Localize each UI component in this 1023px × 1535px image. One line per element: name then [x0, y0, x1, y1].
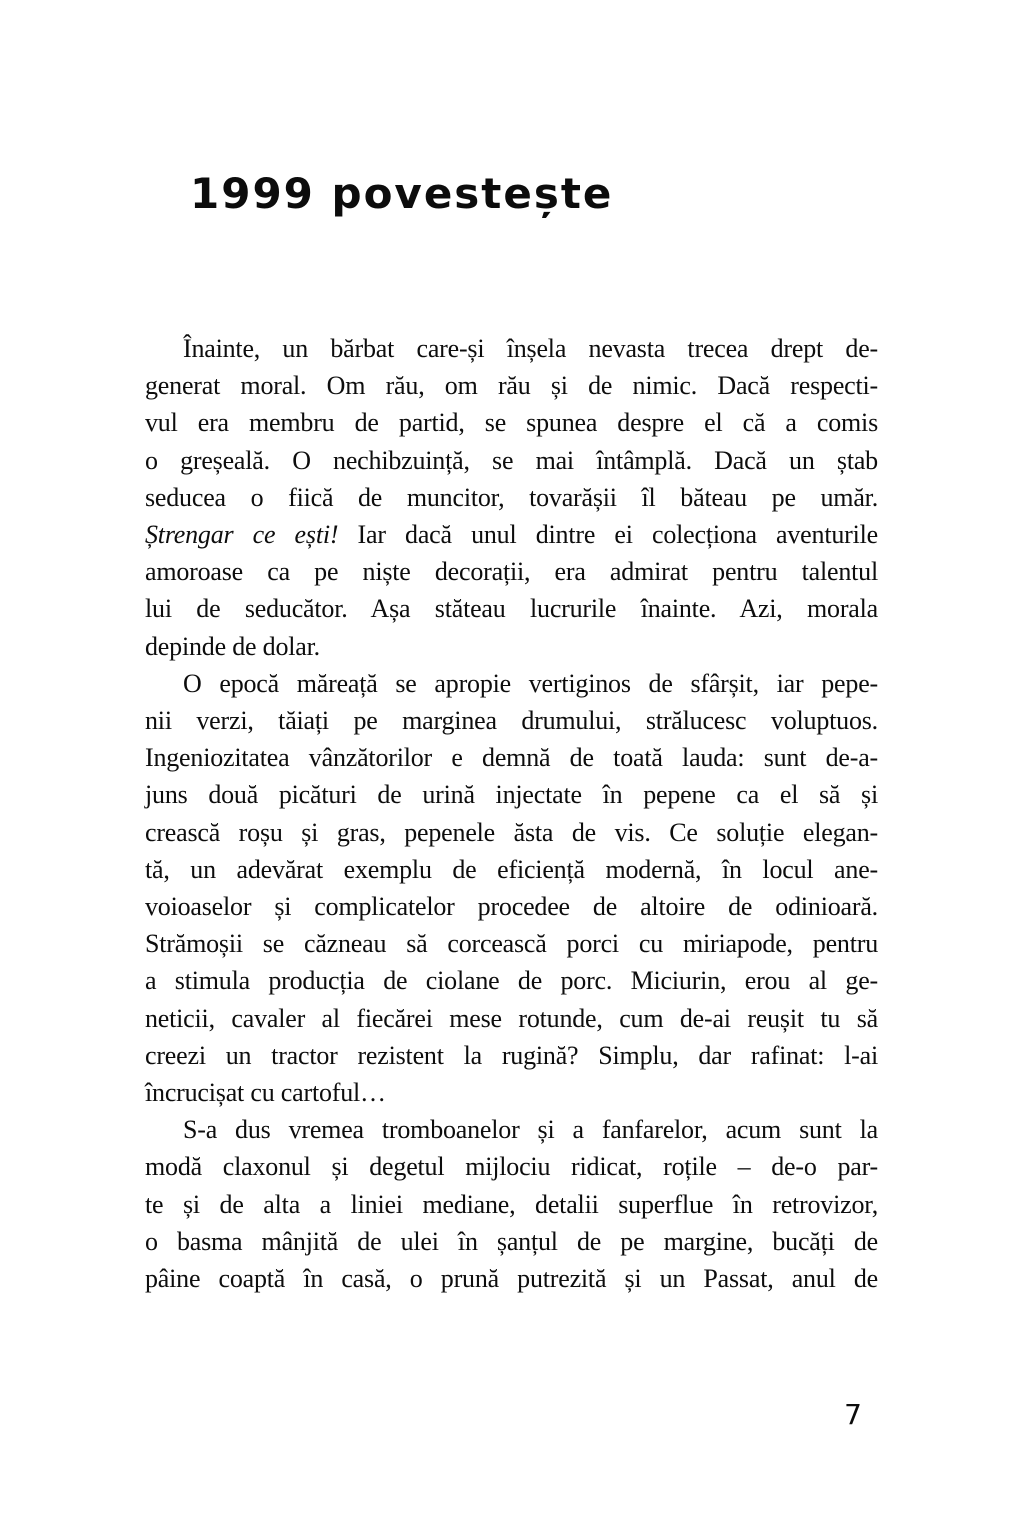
- text-line: [145, 516, 878, 553]
- text-line: [145, 553, 878, 590]
- text-segment: o greșeală. O nechibzuință, se mai întâmplă. Dacă un ștab: [145, 445, 878, 475]
- chapter-title: 1999 povestește: [190, 169, 614, 219]
- text-segment: seducea o fiică de muncitor, tovarășii îl băteau pe umăr.: [145, 482, 878, 512]
- text-line: [145, 628, 878, 665]
- text-segment: o basma mânjită de ulei în șanțul de pe margine, bucăți de: [145, 1226, 878, 1256]
- text-line: [145, 739, 878, 776]
- text-line: [145, 1037, 878, 1074]
- text-segment: încrucișat cu cartoful…: [145, 1078, 386, 1108]
- text-line: [145, 851, 878, 888]
- text-line: [145, 404, 878, 441]
- text-line: [145, 590, 878, 627]
- text-segment: neticii, cavaler al fiecărei mese rotunde, cum de-ai reușit tu să: [145, 1003, 878, 1033]
- text-line: [145, 925, 878, 962]
- text-line: [145, 1000, 878, 1037]
- text-segment: modă claxonul și degetul mijlociu ridicat, roțile – de-o par-: [145, 1152, 878, 1182]
- text-segment: voioaselor și complicatelor procedee de altoire de odinioară.: [145, 892, 878, 922]
- text-segment: depinde de dolar.: [145, 631, 320, 661]
- body-text: [145, 330, 878, 1297]
- text-segment: crească roșu și gras, pepenele ăsta de vis. Ce soluție elegan-: [145, 817, 878, 847]
- text-segment: Iar dacă unul dintre ei colecționa aventurile: [338, 520, 878, 550]
- text-segment: Înainte, un bărbat care-și înșela nevasta trecea drept de-: [183, 334, 878, 363]
- text-segment: vul era membru de partid, se spunea despre el că a comis: [145, 408, 878, 438]
- text-segment: creezi un tractor rezistent la rugină? Simplu, dar rafinat: l-ai: [145, 1040, 878, 1070]
- text-segment: Ingeniozitatea vânzătorilor e demnă de toată lauda: sunt de-a-: [145, 743, 878, 773]
- page-number: 7: [844, 1398, 862, 1431]
- text-segment: lui de seducător. Așa stăteau lucrurile înainte. Azi, morala: [145, 594, 878, 624]
- text-line: [145, 888, 878, 925]
- text-line: [145, 665, 878, 702]
- text-segment: tă, un adevărat exemplu de eficiență modernă, în locul ane-: [145, 854, 878, 884]
- italic-text-segment: Ștrengar ce ești!: [145, 520, 339, 550]
- text-line: [145, 1186, 878, 1223]
- text-line: [145, 1074, 878, 1111]
- text-line: [145, 1260, 878, 1297]
- text-line: [145, 442, 878, 479]
- text-line: [145, 776, 878, 813]
- text-segment: pâine coaptă în casă, o prună putrezită și un Passat, anul de: [145, 1264, 878, 1294]
- text-line: [145, 367, 878, 404]
- text-segment: O epocă măreață se apropie vertiginos de sfârșit, iar pepe-: [183, 668, 878, 698]
- text-segment: a stimula producția de ciolane de porc. Miciurin, erou al ge-: [145, 966, 878, 996]
- text-segment: nii verzi, tăiați pe marginea drumului, strălucesc voluptuos.: [145, 706, 878, 736]
- text-segment: te și de alta a liniei mediane, detalii superflue în retrovizor,: [145, 1189, 878, 1219]
- text-line: [145, 962, 878, 999]
- text-segment: S-a dus vremea tromboanelor și a fanfarelor, acum sunt la: [183, 1115, 878, 1145]
- text-line: [145, 814, 878, 851]
- text-line: [145, 1223, 878, 1260]
- text-line: [145, 479, 878, 516]
- text-segment: amoroase ca pe niște decorații, era admirat pentru talentul: [145, 557, 878, 587]
- text-segment: generat moral. Om rău, om rău și de nimic. Dacă respecti-: [145, 371, 878, 401]
- text-line: [145, 330, 878, 367]
- text-line: [145, 702, 878, 739]
- text-segment: Strămoșii se căzneau să corcească porci cu miriapode, pentru: [145, 929, 878, 959]
- text-line: [145, 1148, 878, 1185]
- text-line: [145, 1111, 878, 1148]
- text-segment: juns două picături de urină injectate în pepene ca el să și: [145, 780, 878, 810]
